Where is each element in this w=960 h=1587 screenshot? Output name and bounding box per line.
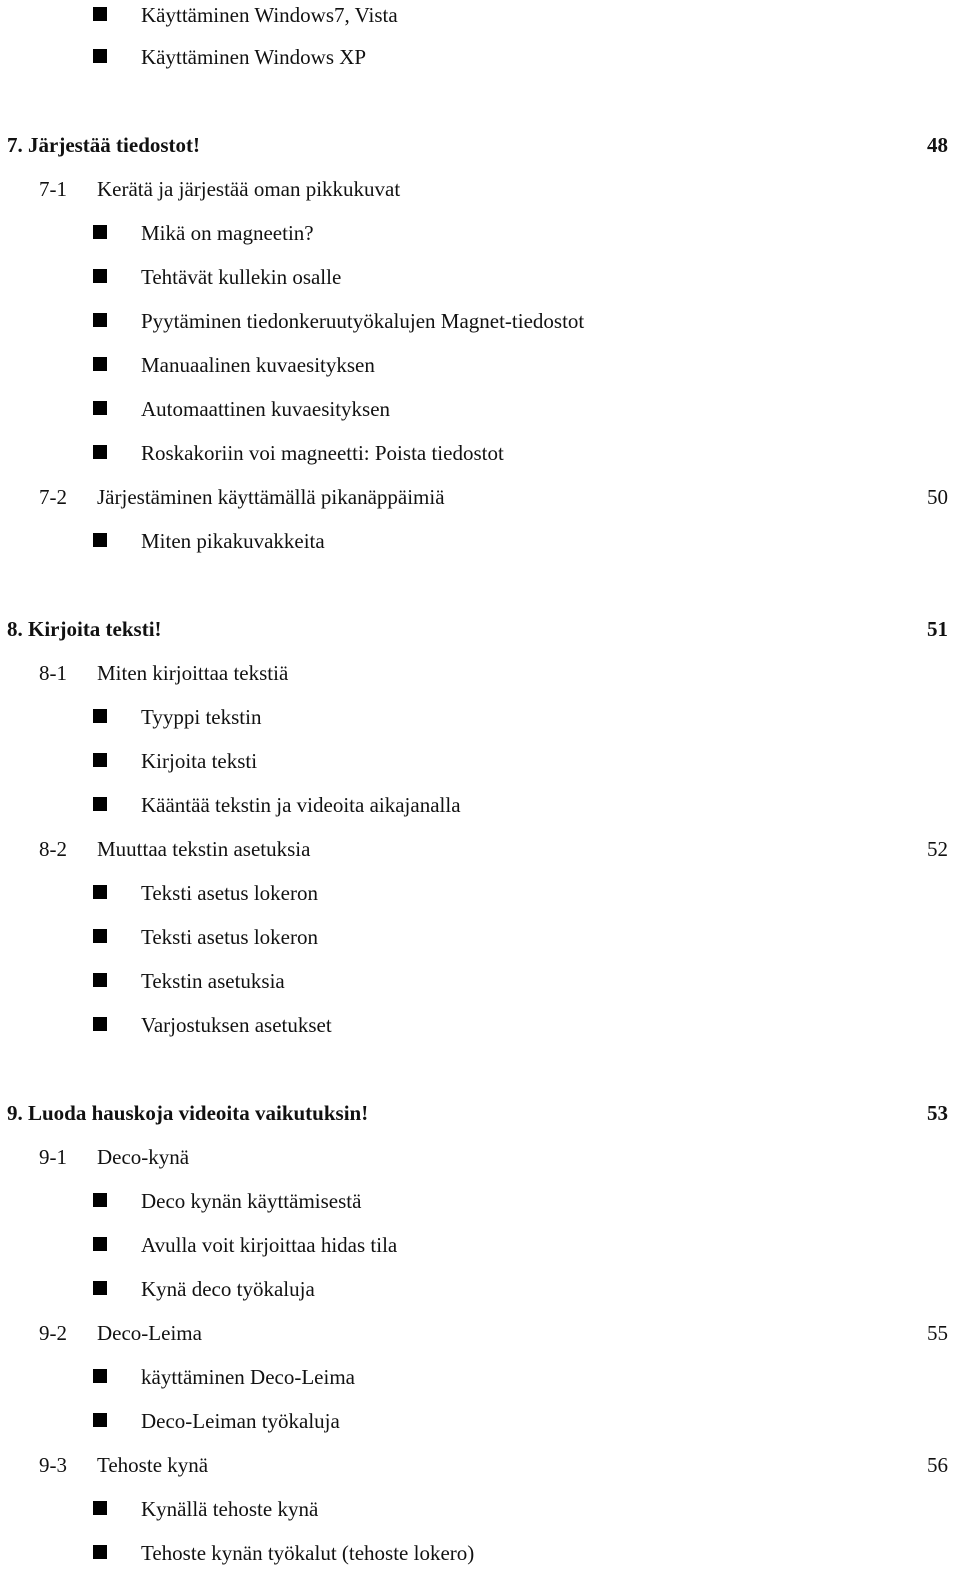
toc-item-bullet [0, 394, 960, 424]
toc-item-label: käyttäminen Deco-Leima [141, 1365, 355, 1389]
section-number: 9-3 [39, 1453, 67, 1477]
square-bullet-icon [93, 357, 107, 371]
section-title: Deco-Leima [97, 1321, 202, 1345]
toc-item-label: Tyyppi tekstin [141, 705, 262, 729]
square-bullet-icon [93, 709, 107, 723]
toc-item-label: Tehtävät kullekin osalle [141, 265, 342, 289]
toc-item-label: Kynä deco työkaluja [141, 1277, 315, 1301]
chapter-title: 9. Luoda hauskoja videoita vaikutuksin! [7, 1101, 369, 1125]
toc-item-bullet [0, 438, 960, 468]
section-title: Kerätä ja järjestää oman pikkukuvat [97, 177, 401, 201]
section-number: 8-1 [39, 661, 67, 685]
section-number: 7-2 [39, 485, 67, 509]
page-number: 55 [927, 1321, 948, 1345]
square-bullet-icon [93, 973, 107, 987]
square-bullet-icon [93, 1413, 107, 1427]
toc-item-bullet [0, 218, 960, 248]
section-number: 9-1 [39, 1145, 67, 1169]
square-bullet-icon [93, 445, 107, 459]
toc-section-7-1 [0, 174, 960, 204]
toc-item-bullet [0, 1494, 960, 1524]
toc-item-bullet [0, 922, 960, 952]
toc-item-bullet [0, 702, 960, 732]
toc-item-bullet [0, 350, 960, 380]
square-bullet-icon [93, 1545, 107, 1559]
toc-section-8-1 [0, 658, 960, 688]
toc-item-label: Avulla voit kirjoittaa hidas tila [141, 1233, 398, 1257]
toc-item-label: Teksti asetus lokeron [141, 925, 318, 949]
toc-item-label: Miten pikakuvakkeita [141, 529, 325, 553]
toc-item-bullet [0, 0, 960, 30]
section-title: Miten kirjoittaa tekstiä [97, 661, 289, 685]
toc-item-bullet [0, 1406, 960, 1436]
toc-item-bullet [0, 1186, 960, 1216]
toc-item-label: Varjostuksen asetukset [141, 1013, 332, 1037]
toc-item-bullet [0, 262, 960, 292]
square-bullet-icon [93, 1193, 107, 1207]
toc-item-label: Tehoste kynän työkalut (tehoste lokero) [141, 1541, 475, 1565]
square-bullet-icon [93, 401, 107, 415]
toc-item-label: Kirjoita teksti [141, 749, 258, 773]
square-bullet-icon [93, 1369, 107, 1383]
toc-item-label: Kynällä tehoste kynä [141, 1497, 319, 1521]
square-bullet-icon [93, 1281, 107, 1295]
square-bullet-icon [93, 885, 107, 899]
toc-item-label: Käyttäminen Windows7, Vista [141, 3, 398, 27]
toc-item-bullet [0, 1274, 960, 1304]
square-bullet-icon [93, 533, 107, 547]
toc-item-bullet [0, 966, 960, 996]
toc-item-label: Deco-Leiman työkaluja [141, 1409, 340, 1433]
square-bullet-icon [93, 1501, 107, 1515]
section-title: Tehoste kynä [97, 1453, 209, 1477]
page-number: 51 [927, 617, 948, 641]
toc-item-label: Deco kynän käyttämisestä [141, 1189, 362, 1213]
page-number: 53 [927, 1101, 948, 1125]
toc-item-bullet [0, 1362, 960, 1392]
section-number: 8-2 [39, 837, 67, 861]
toc-item-bullet [0, 1230, 960, 1260]
toc-chapter-9 [0, 1098, 960, 1128]
toc-item-label: Käyttäminen Windows XP [141, 45, 367, 69]
toc-item-bullet [0, 790, 960, 820]
toc-section-9-3 [0, 1450, 960, 1480]
toc-item-bullet [0, 878, 960, 908]
toc-section-8-2 [0, 834, 960, 864]
square-bullet-icon [93, 929, 107, 943]
toc-section-7-2 [0, 482, 960, 512]
toc-item-label: Tekstin asetuksia [141, 969, 285, 993]
toc-section-9-1 [0, 1142, 960, 1172]
toc-item-bullet [0, 746, 960, 776]
toc-item-bullet [0, 42, 960, 72]
page-number: 50 [927, 485, 948, 509]
toc-item-label: Mikä on magneetin? [141, 221, 314, 245]
toc-item-label: Pyytäminen tiedonkeruutyökalujen Magnet-tiedostot [141, 309, 585, 333]
square-bullet-icon [93, 797, 107, 811]
square-bullet-icon [93, 753, 107, 767]
toc-chapter-8 [0, 614, 960, 644]
square-bullet-icon [93, 1017, 107, 1031]
section-number: 7-1 [39, 177, 67, 201]
section-title: Deco-kynä [97, 1145, 190, 1169]
section-title: Järjestäminen käyttämällä pikanäppäimiä [97, 485, 445, 509]
toc-item-label: Automaattinen kuvaesityksen [141, 397, 391, 421]
square-bullet-icon [93, 7, 107, 21]
toc-section-9-2 [0, 1318, 960, 1348]
square-bullet-icon [93, 313, 107, 327]
toc-chapter-7 [0, 130, 960, 160]
section-title: Muuttaa tekstin asetuksia [97, 837, 311, 861]
square-bullet-icon [93, 269, 107, 283]
toc-item-bullet [0, 306, 960, 336]
toc-item-label: Kääntää tekstin ja videoita aikajanalla [141, 793, 461, 817]
chapter-title: 8. Kirjoita teksti! [7, 617, 162, 641]
toc-item-bullet [0, 1538, 960, 1568]
page-number: 56 [927, 1453, 948, 1477]
chapter-title: 7. Järjestää tiedostot! [7, 133, 201, 157]
square-bullet-icon [93, 225, 107, 239]
page-number: 52 [927, 837, 948, 861]
section-number: 9-2 [39, 1321, 67, 1345]
square-bullet-icon [93, 1237, 107, 1251]
toc-item-bullet [0, 526, 960, 556]
toc-item-bullet [0, 1010, 960, 1040]
page-number: 48 [927, 133, 948, 157]
toc-item-label: Roskakoriin voi magneetti: Poista tiedostot [141, 441, 504, 465]
square-bullet-icon [93, 49, 107, 63]
toc-item-label: Manuaalinen kuvaesityksen [141, 353, 375, 377]
toc-item-label: Teksti asetus lokeron [141, 881, 318, 905]
